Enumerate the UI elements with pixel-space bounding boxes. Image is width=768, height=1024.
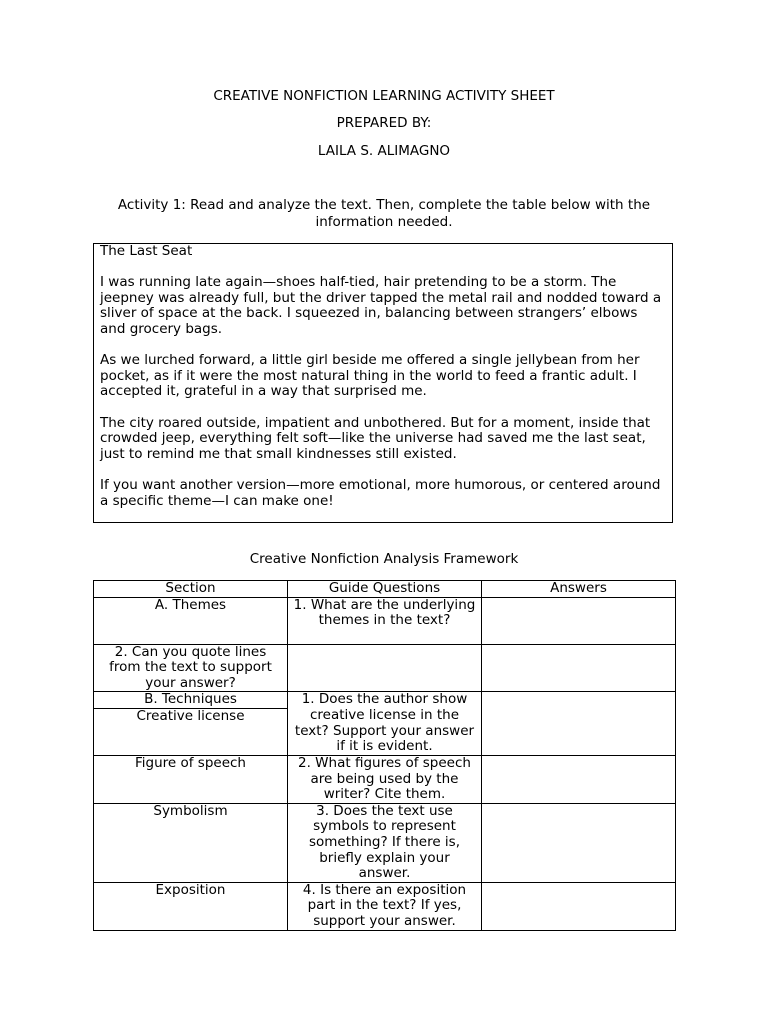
document-title: CREATIVE NONFICTION LEARNING ACTIVITY SHEET <box>213 88 555 104</box>
header-section: Section <box>94 581 288 598</box>
empty-cell <box>288 644 482 692</box>
table-row <box>94 755 676 803</box>
story-box <box>93 243 673 523</box>
technique-exposition: Exposition <box>94 882 288 930</box>
technique-creative-license: Creative license <box>94 708 288 755</box>
framework-title: Creative Nonfiction Analysis Framework <box>249 551 519 567</box>
prepared-by-label: PREPARED BY: <box>336 115 432 131</box>
story-paragraph: The city roared outside, impatient and unbothered. But for a moment, inside that crowded jeep, everything felt soft—like the universe had saved me the last seat, just to remind me that small kindnesses still existed. <box>100 414 651 462</box>
table-row <box>94 692 676 709</box>
author-name: LAILA S. ALIMAGNO <box>317 143 451 159</box>
answer-cell[interactable] <box>482 803 676 882</box>
question-creative-license: 1. Does the author show creative license in the text? Support your answer if it is evident. <box>288 692 482 756</box>
answer-cell[interactable] <box>482 644 676 692</box>
story-paragraph: As we lurched forward, a little girl beside me offered a single jellybean from her pocket, as if it were the most natural thing in the world to feed a frantic adult. I accepted it, grateful in a way that surprised me. <box>100 352 640 400</box>
table-row <box>94 597 676 644</box>
story-paragraph: If you want another version—more emotional, more humorous, or centered around a specific theme—I can make one! <box>100 476 661 509</box>
table-row <box>94 644 676 692</box>
question-themes: 1. What are the underlying themes in the text? <box>288 597 482 644</box>
table-header-row <box>94 581 676 598</box>
answer-cell[interactable] <box>482 882 676 930</box>
analysis-table <box>93 580 676 931</box>
table-row <box>94 882 676 930</box>
question-figure-of-speech: 2. What figures of speech are being used by the writer? Cite them. <box>288 755 482 803</box>
story-title: The Last Seat <box>100 243 193 259</box>
question-symbolism: 3. Does the text use symbols to represent something? If there is, briefly explain your answer. <box>288 803 482 882</box>
header-guide-questions: Guide Questions <box>288 581 482 598</box>
question-exposition: 4. Is there an exposition part in the text? If yes, support your answer. <box>288 882 482 930</box>
answer-cell[interactable] <box>482 692 676 756</box>
answer-cell[interactable] <box>482 755 676 803</box>
table-row <box>94 803 676 882</box>
technique-figure-of-speech: Figure of speech <box>94 755 288 803</box>
activity-instruction: Activity 1: Read and analyze the text. Then, complete the table below with the information needed. <box>117 197 651 230</box>
section-themes: A. Themes <box>94 597 288 644</box>
header-answers: Answers <box>482 581 676 598</box>
question-quote-lines: 2. Can you quote lines from the text to support your answer? <box>94 644 288 692</box>
section-techniques: B. Techniques <box>94 692 288 709</box>
answer-cell[interactable] <box>482 597 676 644</box>
technique-symbolism: Symbolism <box>94 803 288 882</box>
story-paragraph: I was running late again—shoes half-tied, hair pretending to be a storm. The jeepney was already full, but the driver tapped the metal rail and nodded toward a sliver of space at the back. I squeezed in, balancing between strangers’ elbows and grocery bags. <box>100 274 662 337</box>
